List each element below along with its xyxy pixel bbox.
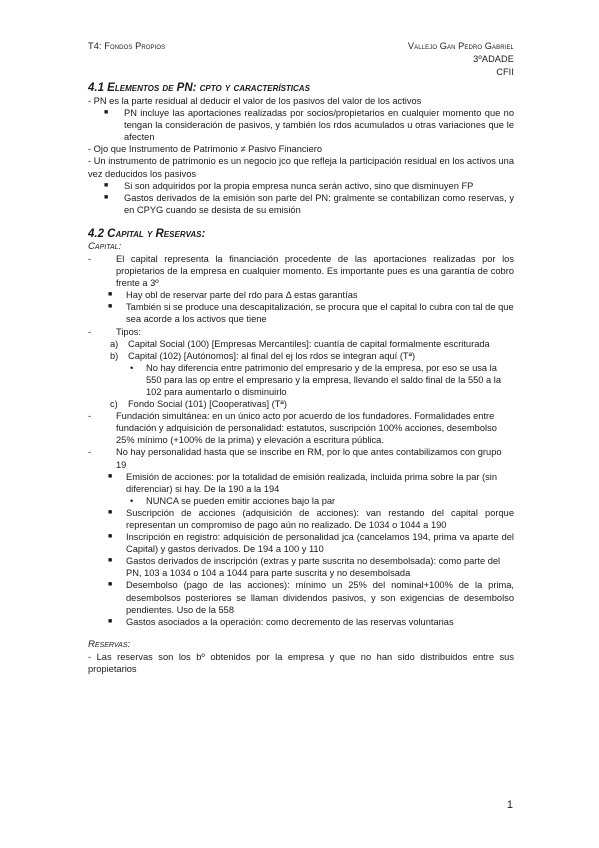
square-bullet-icon: ■ <box>108 557 113 565</box>
list-item: ■ Gastos derivados de la emisión son parte del PN: gralmente se contabilizan como reservas, y en CPYG cuando se desista de su emisión <box>104 192 514 215</box>
dash-marker: - <box>88 326 92 337</box>
paragraph: - Las reservas son los bº obtenidos por la empresa y que no han sido distribuidos entre sus propietarios <box>88 651 514 674</box>
section-title-4-1: 4.1 Elementos de PN: cpto y características <box>88 82 310 94</box>
square-bullet-icon: ■ <box>108 617 113 625</box>
list-item: - El capital representa la financiación procedente de las aportaciones realizadas por los propietarios de la empresa en cualquier momento. Es importante pues es una garantía de cobro frente a 3º <box>88 253 514 289</box>
dash-marker: - <box>88 411 92 422</box>
paragraph: - Un instrumento de patrimonio es un negocio jco que refleja la participación residual en los activos una vez deducidos los pasivos <box>88 156 514 179</box>
list-item: ■ Suscripción de acciones (adquisición de acciones): van restando del capital porque representan un compromiso de pago aún no realizado. De 1034 o 1044 a 190 <box>108 507 514 530</box>
section-title-4-2: 4.2 Capital y Reservas: <box>88 227 206 240</box>
header-course: 3ºADADE <box>473 54 514 64</box>
square-bullet-icon: ■ <box>108 472 113 480</box>
header-title: T4: Fondos Propios <box>88 41 166 51</box>
header-author: Vallejo Gan Pedro Gabriel <box>407 41 514 51</box>
list-item: ■ Gastos asociados a la operación: como decremento de las reservas voluntarias <box>108 616 454 627</box>
paragraph: - Ojo que Instrumento de Patrimonio ≠ Pasivo Financiero <box>88 144 323 155</box>
list-item: ■ Hay obl de reservar parte del rdo para Δ estas garantías <box>108 290 358 301</box>
list-item: - Fundación simultánea: en un único acto por acuerdo de los fundadores. Formalidades entre fundación y adquisición de personalidad: estatutos, suscripción 100% acciones, desembolso 25% mínimo (+100% de la prima) y elevación a escritura pública. <box>88 411 497 446</box>
list-item: ■ También si se produce una descapitalización, se procura que el capital lo cubra con tal de que sea acorde a los activos que tiene <box>108 302 514 325</box>
list-item: c) Fondo Social (101) [Cooperativas] (Tª) <box>110 399 287 410</box>
list-item: ■ Gastos derivados de inscripción (extras y parte suscrita no desembolsada): como parte del PN, 103 a 1034 o 104 a 1044 para parte suscrita y no desembolsada <box>108 556 501 579</box>
page-number: 1 <box>506 799 513 811</box>
paragraph: - PN es la parte residual al deducir el valor de los pasivos del valor de los activos <box>88 96 422 106</box>
square-bullet-icon: ■ <box>104 181 109 189</box>
dash-marker: - <box>88 447 92 458</box>
list-item: a) Capital Social (100) [Empresas Mercantiles]: cuantía de capital formalmente escriturada <box>110 338 490 349</box>
square-bullet-icon: ■ <box>108 533 113 541</box>
subsection-capital: Capital: <box>88 240 122 252</box>
list-item: ■ PN incluye las aportaciones realizadas por socios/propietarios en cualquier momento que no tengan la consideración de pasivos, y también los rdos acumulados u otras variaciones que le afecten <box>104 108 514 143</box>
square-bullet-icon: ■ <box>104 109 109 117</box>
bullet-icon: • <box>130 362 134 373</box>
list-item: ■ Inscripción en registro: adquisición de personalidad jca (cancelamos 194, prima va aparte del Capital) y gastos derivados. De 194 a 100 y 110 <box>108 532 514 555</box>
list-item: • NUNCA se pueden emitir acciones bajo la par <box>130 495 336 506</box>
document-body <box>88 81 514 675</box>
list-item: • No hay diferencia entre patrimonio del empresario y de la empresa, por eso se usa la 550 para las op entre el empresario y la empresa, llevando el saldo final de la 550 a la 102 para aumentarlo o disminuirlo <box>130 362 502 397</box>
subsection-reservas: Reservas: <box>88 638 131 650</box>
list-item: - No hay personalidad hasta que se inscribe en RM, por lo que antes contabilizamos con grupo 19 <box>88 447 502 470</box>
square-bullet-icon: ■ <box>108 581 113 589</box>
list-item: ■ Si son adquiridos por la propia empresa nunca serán activo, sino que disminuyen FP <box>104 180 474 191</box>
dash-marker: - <box>88 253 92 264</box>
list-item: - Tipos: <box>88 326 141 337</box>
list-item: ■ Emisión de acciones: por la totalidad de emisión realizada, incluida prima sobre la par (sin diferenciar) si hay. De la 190 a la 194 <box>108 471 498 494</box>
bullet-icon: • <box>130 495 134 506</box>
square-bullet-icon: ■ <box>108 508 113 516</box>
square-bullet-icon: ■ <box>108 303 113 311</box>
list-item: ■ Desembolso (pago de las acciones): mínimo un 25% del nominal+100% de la prima, desembolsos posteriores se llaman dividendos pasivos, y son exigencias de desembolso pendientes. Uso de la 558 <box>108 580 514 615</box>
list-item: b) Capital (102) [Autónomos]: al final del ej los rdos se integran aquí (Tª) <box>110 350 416 361</box>
square-bullet-icon: ■ <box>104 193 109 201</box>
square-bullet-icon: ■ <box>108 291 113 299</box>
header-subject: CFII <box>496 67 514 77</box>
